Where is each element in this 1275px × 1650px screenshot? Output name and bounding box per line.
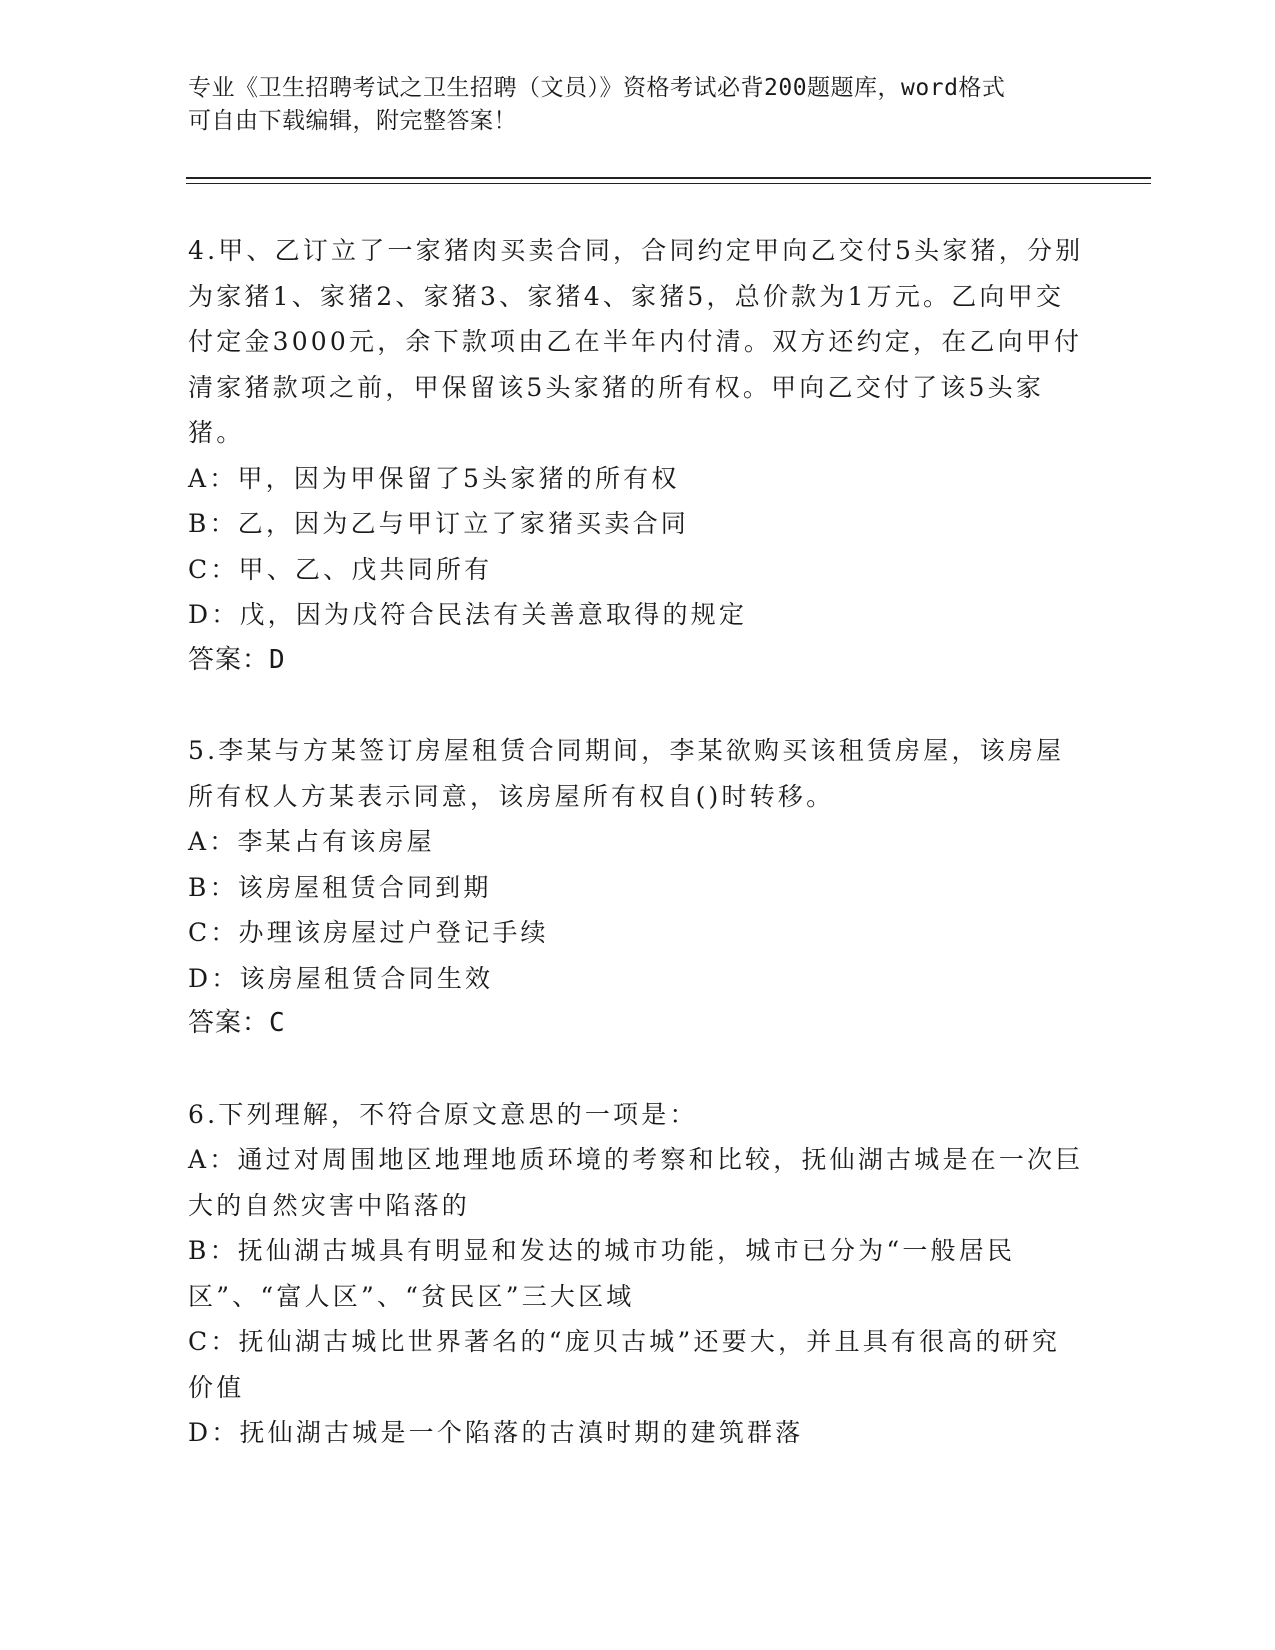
- option-c: C：办理该房屋过户登记手续: [188, 918, 549, 947]
- option-c: C：甲、乙、戊共同所有: [188, 554, 493, 584]
- question-stem: 6.下列理解，不符合原文意思的一项是：: [188, 1099, 698, 1129]
- header-divider-thin: [186, 183, 1151, 184]
- question-list: [188, 228, 1088, 1501]
- header-line-1: 专业《卫生招聘考试之卫生招聘（文员）》资格考试必背200题题库，word格式: [188, 75, 1006, 101]
- option-a: A：李某占有该房屋: [188, 827, 435, 856]
- question-stem: 5.李某与方某签订房屋租赁合同期间，李某欲购买该租赁房屋，该房屋所有权人方某表示同意，该房屋所有权自()时转移。: [188, 736, 1065, 811]
- header-line-2: 可自由下载编辑，附完整答案！: [188, 108, 517, 134]
- option-d: D：戊，因为戊符合民法有关善意取得的规定: [188, 600, 748, 629]
- option-c: C：抚仙湖古城比世界著名的“庞贝古城”还要大，并且具有很高的研究价值: [188, 1327, 1061, 1402]
- header-divider-thick: [186, 177, 1151, 179]
- question-6: [188, 1092, 1088, 1456]
- option-b: B：抚仙湖古城具有明显和发达的城市功能，城市已分为“一般居民区”、“富人区”、“贫民区”三大区域: [188, 1236, 1016, 1311]
- question-4: [188, 228, 1088, 683]
- document-header: [188, 72, 1088, 138]
- answer-label: 答案：D: [188, 644, 286, 675]
- option-a: A：甲，因为甲保留了5头家猪的所有权: [188, 463, 680, 493]
- option-b: B：该房屋租赁合同到期: [188, 872, 492, 902]
- answer-label: 答案：C: [188, 1008, 286, 1038]
- option-a: A：通过对周围地区地理地质环境的考察和比较，抚仙湖古城是在一次巨大的自然灾害中陷落的: [188, 1145, 1084, 1220]
- option-b: B：乙，因为乙与甲订立了家猪买卖合同: [188, 509, 689, 538]
- option-d: D：该房屋租赁合同生效: [188, 963, 494, 993]
- question-stem: 4.甲、乙订立了一家猪肉买卖合同，合同约定甲向乙交付5头家猪，分别为家猪1、家猪2、家猪3、家猪4、家猪5，总价款为1万元。乙向甲交付定金3000元，余下款项由乙在半年内付清。双方还约定，在乙向甲付清家猪款项之前，甲保留该5头家猪的所有权。甲向乙交付了该5头家猪。: [188, 236, 1084, 447]
- option-d: D：抚仙湖古城是一个陷落的古滇时期的建筑群落: [188, 1418, 804, 1447]
- question-5: [188, 728, 1088, 1047]
